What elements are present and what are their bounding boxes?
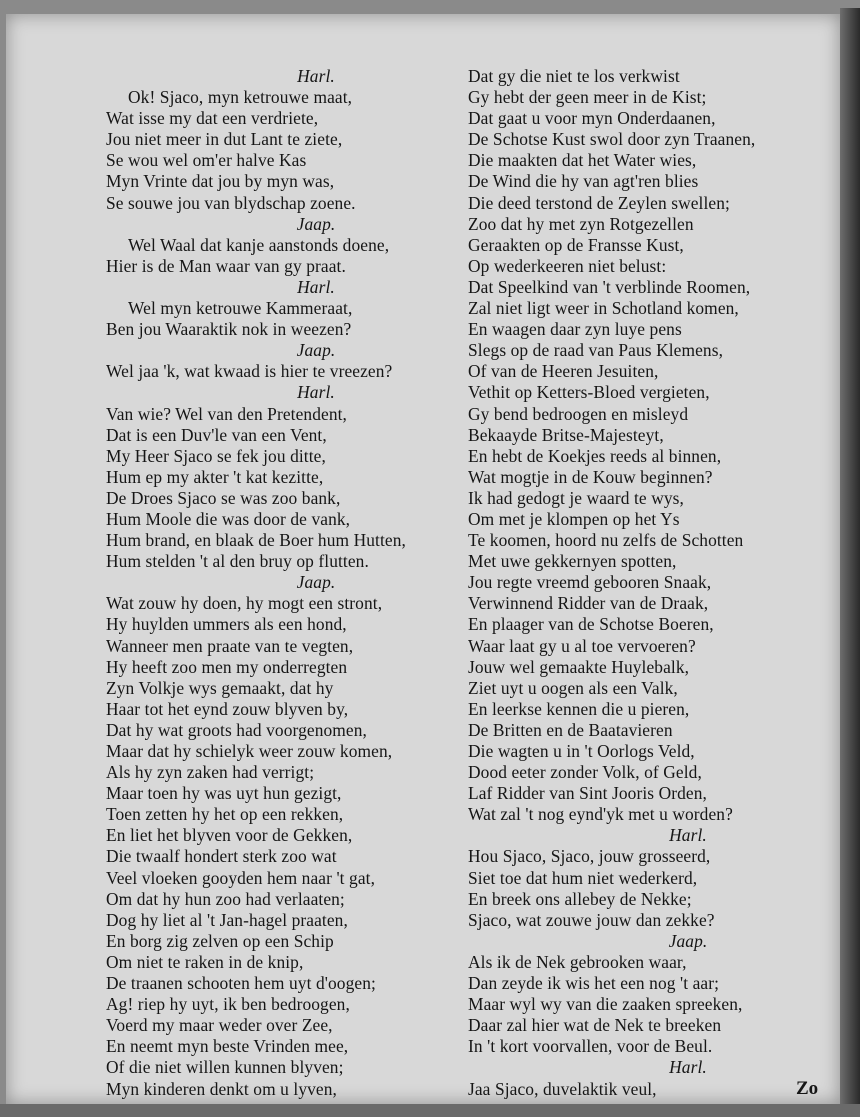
verse-line: Hum ep my akter 't kat kezitte, bbox=[106, 466, 324, 487]
verse-line: Se souwe jou van blydschap zoene. bbox=[106, 192, 356, 213]
speaker-name: Jaap. bbox=[296, 340, 336, 361]
speaker-name: Harl. bbox=[297, 66, 335, 86]
verse-line: Wat isse my dat een verdriete, bbox=[106, 108, 319, 129]
verse-line: Dood eeter zonder Volk, of Geld, bbox=[468, 762, 702, 783]
verse-line: Zal niet ligt weer in Schotland komen, bbox=[468, 298, 739, 319]
verse-line: Of van de Heeren Jesuiten, bbox=[468, 361, 659, 382]
verse-line: Hum Moole die was door de vank, bbox=[106, 508, 351, 529]
verse-line: Die deed terstond de Zeylen swellen; bbox=[468, 192, 730, 213]
book-page bbox=[6, 14, 840, 1104]
verse-line: Dan zeyde ik wis het een nog 't aar; bbox=[468, 973, 720, 994]
verse-line: Jaa Sjaco, duvelaktik veul, bbox=[468, 1078, 657, 1099]
verse-line: Maar wyl wy van die zaaken spreeken, bbox=[468, 994, 743, 1015]
verse-line: Se wou wel om'er halve Kas bbox=[106, 150, 307, 171]
verse-line: Als hy zyn zaken had verrigt; bbox=[106, 762, 315, 783]
verse-line: Dat gy die niet te los verkwist bbox=[468, 66, 680, 86]
verse-line: En leerkse kennen die u pieren, bbox=[468, 698, 690, 719]
verse-line: Zyn Volkje wys gemaakt, dat hy bbox=[106, 677, 334, 698]
verse-line: Hum brand, en blaak de Boer hum Hutten, bbox=[106, 530, 406, 551]
verse-line: Jouw wel gemaakte Huylebalk, bbox=[468, 656, 690, 677]
verse-line: Maar toen hy was uyt hun gezigt, bbox=[106, 783, 342, 804]
verse-line: Hou Sjaco, Sjaco, jouw grosseerd, bbox=[468, 846, 711, 867]
speaker-name: Jaap. bbox=[668, 930, 708, 951]
verse-line: Ziet uyt u oogen als een Valk, bbox=[468, 677, 678, 698]
verse-line: Ben jou Waaraktik nok in weezen? bbox=[106, 319, 352, 340]
verse-line: Haar tot het eynd zouw blyven by, bbox=[106, 698, 349, 719]
verse-line: Die maakten dat het Water wies, bbox=[468, 150, 697, 171]
verse-line: Wat zouw hy doen, hy mogt een stront, bbox=[106, 593, 383, 614]
verse-line: Myn kinderen denkt om u lyven, bbox=[106, 1078, 337, 1099]
verse-line: Gy hebt der geen meer in de Kist; bbox=[468, 87, 707, 108]
verse-line: De Droes Sjaco se was zoo bank, bbox=[106, 487, 341, 508]
verse-line: En waagen daar zyn luye pens bbox=[468, 319, 682, 340]
speaker-name: Harl. bbox=[297, 276, 335, 297]
verse-line: Om niet te raken in de knip, bbox=[106, 951, 304, 972]
catchword: Zo bbox=[796, 1078, 819, 1099]
verse-line: Voerd my maar weder over Zee, bbox=[106, 1015, 333, 1036]
verse-line: Wel Waal dat kanje aanstonds doene, bbox=[128, 234, 390, 255]
verse-line: En plaager van de Schotse Boeren, bbox=[468, 614, 714, 635]
verse-line: Verwinnend Ridder van de Draak, bbox=[468, 593, 709, 614]
verse-line: Laf Ridder van Sint Jooris Orden, bbox=[468, 783, 707, 804]
verse-line: Siet toe dat hum niet wederkerd, bbox=[468, 867, 698, 888]
book-edge-right bbox=[840, 8, 860, 1113]
verse-line: Met uwe gekkernyen spotten, bbox=[468, 551, 677, 572]
speaker-name: Jaap. bbox=[296, 213, 336, 234]
verse-line: Bekaayde Britse-Majesteyt, bbox=[468, 424, 664, 445]
verse-line: Hy heeft zoo men my onderregten bbox=[106, 656, 348, 677]
verse-line: Om dat hy hun zoo had verlaaten; bbox=[106, 888, 345, 909]
verse-line: Geraakten op de Fransse Kust, bbox=[468, 234, 684, 255]
verse-line: De Schotse Kust swol door zyn Traanen, bbox=[468, 129, 756, 150]
verse-line: Hum stelden 't al den bruy op flutten. bbox=[106, 551, 369, 572]
verse-line: Wanneer men praate van te vegten, bbox=[106, 635, 354, 656]
verse-line: De traanen schooten hem uyt d'oogen; bbox=[106, 973, 376, 994]
verse-line: Wel jaa 'k, wat kwaad is hier te vreezen? bbox=[106, 361, 393, 382]
verse-line: Die wagten u in 't Oorlogs Veld, bbox=[468, 741, 695, 761]
verse-line: Wel myn ketrouwe Kammeraat, bbox=[128, 298, 353, 319]
verse-line: Myn Vrinte dat jou by myn was, bbox=[106, 171, 335, 192]
verse-line: Sjaco, wat zouwe jouw dan zekke? bbox=[468, 909, 715, 930]
verse-line: Jou niet meer in dut Lant te ziete, bbox=[106, 129, 343, 150]
verse-line: Dat hy wat groots had voorgenomen, bbox=[106, 719, 367, 740]
verse-line: De Britten en de Baatavieren bbox=[468, 719, 673, 740]
left-text-column bbox=[106, 66, 466, 1100]
verse-line: Daar zal hier wat de Nek te breeken bbox=[468, 1015, 722, 1036]
verse-line: My Heer Sjaco se fek jou ditte, bbox=[106, 445, 326, 466]
verse-line: Hier is de Man waar van gy praat. bbox=[106, 255, 346, 276]
speaker-name: Jaap. bbox=[296, 572, 336, 593]
verse-line: En neemt myn beste Vrinden mee, bbox=[106, 1036, 349, 1057]
speaker-name: Harl. bbox=[669, 825, 707, 846]
verse-line: De Wind die hy van agt'ren blies bbox=[468, 171, 699, 192]
verse-line: Of die niet willen kunnen blyven; bbox=[106, 1057, 344, 1078]
verse-line: Als ik de Nek gebrooken waar, bbox=[468, 951, 687, 972]
verse-line: Slegs op de raad van Paus Klemens, bbox=[468, 340, 724, 361]
verse-line: Jou regte vreemd gebooren Snaak, bbox=[468, 572, 712, 593]
verse-line: Om met je klompen op het Ys bbox=[468, 508, 680, 529]
verse-line: Veel vloeken gooyden hem naar 't gat, bbox=[106, 867, 376, 888]
verse-line: Ag! riep hy uyt, ik ben bedroogen, bbox=[106, 994, 350, 1015]
verse-line: Maar dat hy schielyk weer zouw komen, bbox=[106, 741, 393, 761]
verse-line: En liet het blyven voor de Gekken, bbox=[106, 825, 353, 846]
verse-line: Zoo dat hy met zyn Rotgezellen bbox=[468, 213, 694, 234]
verse-line: Ik had gedogt je waard te wys, bbox=[468, 487, 684, 508]
verse-line: Toen zetten hy het op een rekken, bbox=[106, 804, 344, 825]
verse-line: Dat is een Duv'le van een Vent, bbox=[106, 424, 327, 445]
verse-line: Van wie? Wel van den Pretendent, bbox=[106, 403, 348, 424]
verse-line: En borg zig zelven op een Schip bbox=[106, 930, 334, 951]
verse-line: Hy huylden ummers als een hond, bbox=[106, 614, 347, 635]
verse-line: Te koomen, hoord nu zelfs de Schotten bbox=[468, 530, 744, 551]
right-text-column bbox=[468, 66, 838, 1100]
verse-line: Dat Speelkind van 't verblinde Roomen, bbox=[468, 276, 751, 297]
verse-line: Die twaalf hondert sterk zoo wat bbox=[106, 846, 337, 867]
verse-line: Wat zal 't nog eynd'yk met u worden? bbox=[468, 804, 733, 825]
speaker-name: Harl. bbox=[297, 382, 335, 403]
verse-line: Gy bend bedroogen en misleyd bbox=[468, 403, 689, 424]
verse-line: En breek ons allebey de Nekke; bbox=[468, 888, 692, 909]
verse-line: En hebt de Koekjes reeds al binnen, bbox=[468, 445, 722, 466]
book-edge-bottom bbox=[0, 1104, 860, 1117]
verse-line: Dat gaat u voor myn Onderdaanen, bbox=[468, 108, 716, 129]
verse-line: Wat mogtje in de Kouw beginnen? bbox=[468, 466, 713, 487]
verse-line: Ok! Sjaco, myn ketrouwe maat, bbox=[128, 87, 353, 108]
verse-line: Dog hy liet al 't Jan-hagel praaten, bbox=[106, 909, 348, 930]
verse-line: Vethit op Ketters-Bloed vergieten, bbox=[468, 382, 710, 403]
verse-line: Waar laat gy u al toe vervoeren? bbox=[468, 635, 696, 656]
speaker-name: Harl. bbox=[669, 1057, 707, 1078]
verse-line: Op wederkeeren niet belust: bbox=[468, 255, 667, 276]
verse-line: In 't kort voorvallen, voor de Beul. bbox=[468, 1036, 713, 1057]
